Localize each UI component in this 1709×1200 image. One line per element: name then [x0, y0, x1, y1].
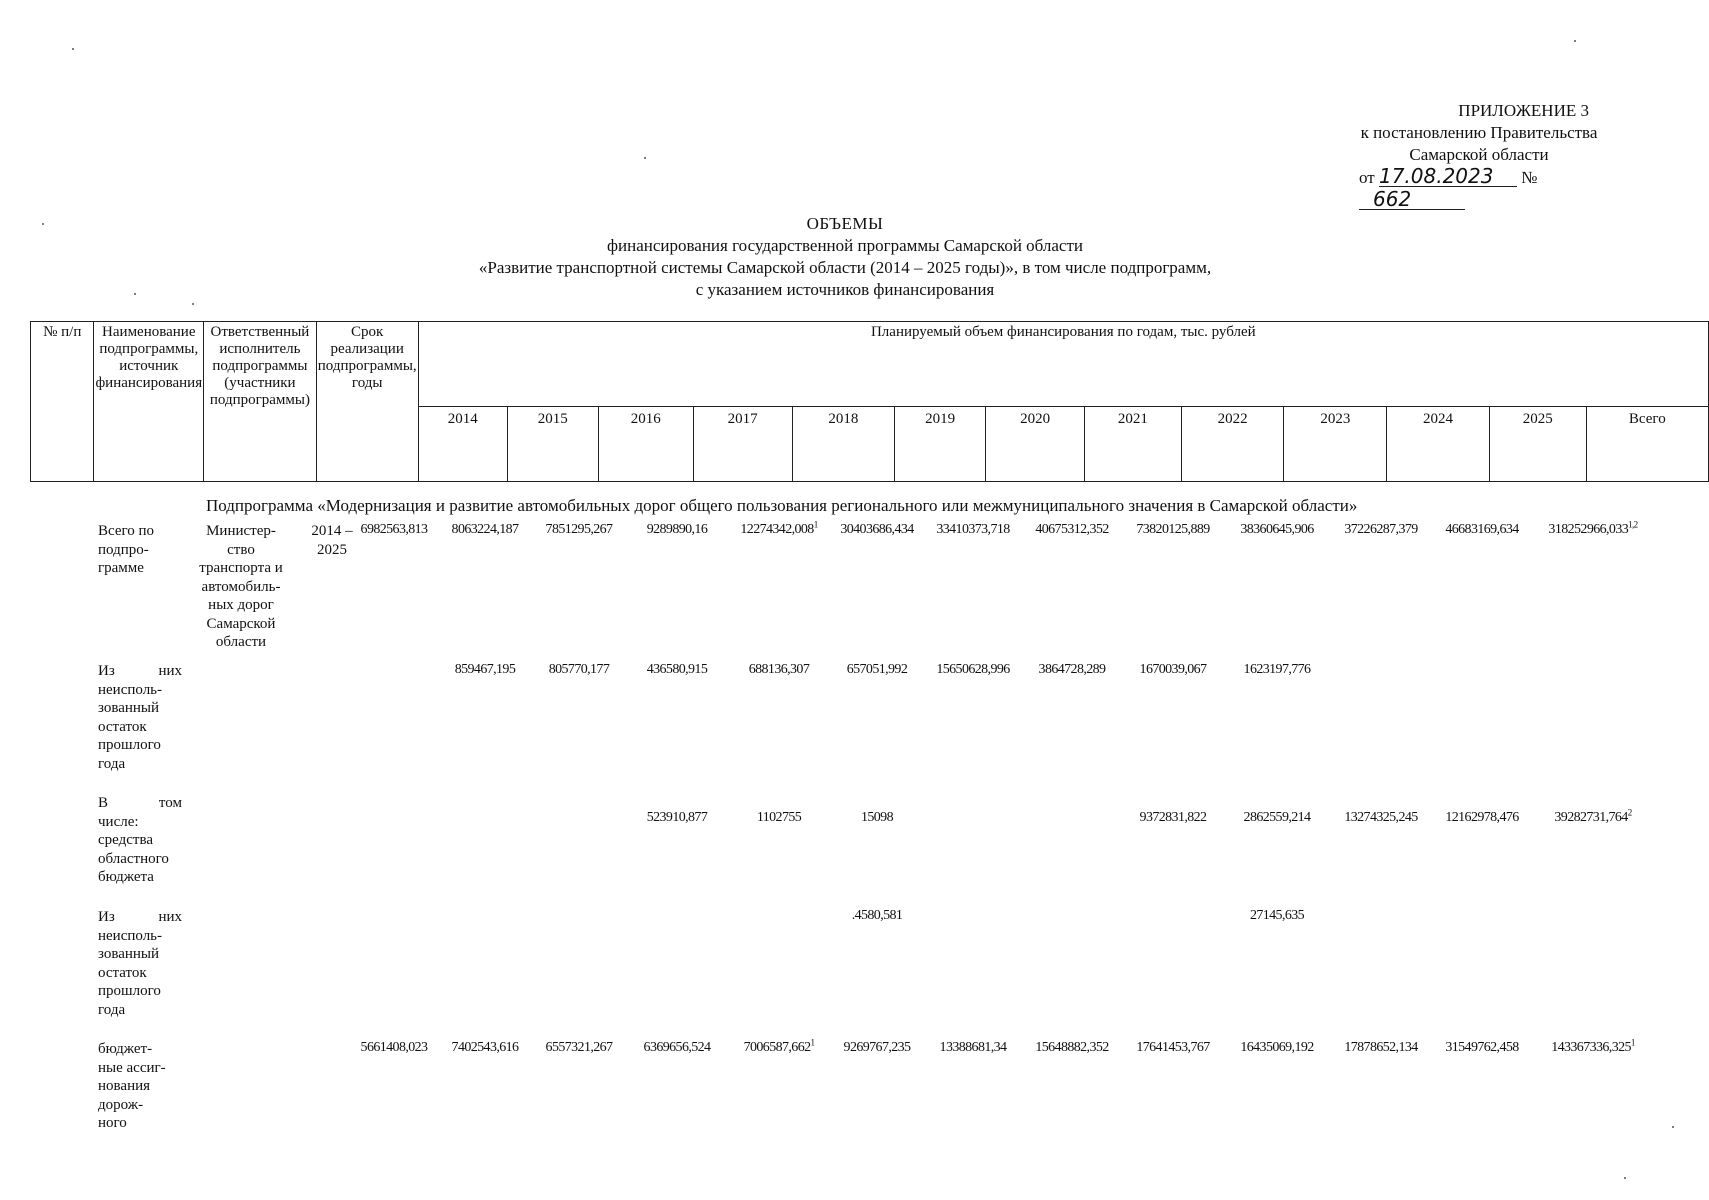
value-text: 30403686,434	[840, 522, 914, 537]
value-text: 9269767,235	[843, 1040, 911, 1055]
value-text: 46683169,634	[1445, 522, 1519, 537]
value-text: 657051,992	[846, 662, 908, 677]
value-cell-2019	[829, 662, 925, 678]
header-year-7: 2021	[1084, 407, 1181, 482]
value-cell-2022	[1119, 810, 1227, 826]
title-line-3: «Развитие транспортной системы Самарской области (2014 – 2025 годы)», в том числе подпрограмм,	[478, 258, 1212, 277]
footnote-mark: 1,2	[1628, 519, 1638, 530]
value-text: 12162978,476	[1445, 810, 1519, 825]
value-text: 15648882,352	[1035, 1040, 1109, 1055]
title-line-2: финансирования государственной программы Самарской области	[606, 236, 1083, 255]
value-text: 9372831,822	[1139, 810, 1207, 825]
appendix-date-line	[1329, 166, 1629, 212]
value-cell-2022	[1119, 522, 1227, 538]
footnote-mark: 2	[1627, 807, 1632, 818]
scan-speck	[1624, 1177, 1626, 1179]
value-text: 15098	[860, 810, 893, 825]
value-text: 5661408,023	[360, 1040, 428, 1055]
footnote-mark: 1	[813, 519, 818, 530]
value-text: 31549762,458	[1445, 1040, 1519, 1055]
value-cell-2024	[1327, 810, 1435, 826]
header-year-5: 2019	[895, 407, 986, 482]
title-line-4: с указанием источников финансирования	[695, 280, 995, 299]
header-year-2: 2016	[598, 407, 693, 482]
header-col-no: № п/п	[31, 322, 94, 482]
value-text: 73820125,889	[1136, 522, 1210, 537]
value-text: 6557321,267	[545, 1040, 613, 1055]
value-text: 33410373,718	[936, 522, 1010, 537]
value-text: 7851295,267	[545, 522, 613, 537]
value-cell-2019	[829, 908, 925, 924]
appendix-block	[1329, 100, 1629, 212]
number-label: №	[1521, 168, 1538, 187]
value-cell-2025	[1431, 522, 1533, 538]
value-text: 8063224,187	[451, 522, 519, 537]
value-cell-2023	[1223, 810, 1331, 826]
value-cell-2023	[1223, 908, 1331, 924]
value-text: 3864728,289	[1038, 662, 1106, 677]
financing-table-header	[30, 321, 1709, 482]
value-cell-2016	[529, 522, 629, 538]
scan-speck	[42, 223, 44, 225]
value-text: 40675312,352	[1035, 522, 1109, 537]
value-cell-2015	[437, 662, 533, 678]
value-cell-2025	[1431, 810, 1533, 826]
scan-speck	[644, 157, 646, 159]
value-text: 1670039,067	[1139, 662, 1207, 677]
value-text: 16435069,192	[1240, 1040, 1314, 1055]
header-col-term: Срок реализации подпрограммы, годы	[316, 322, 418, 482]
value-cell-2023	[1223, 522, 1331, 538]
value-cell-2017	[625, 1040, 729, 1056]
header-col-name: Наименование подпрограммы, источник финансирования	[94, 322, 204, 482]
header-year-1: 2015	[507, 407, 598, 482]
value-cell-2019	[829, 522, 925, 538]
row-label: В том числе: средства областного бюджета	[98, 795, 182, 885]
value-cell-2017	[625, 662, 729, 678]
value-cell-2016	[529, 662, 629, 678]
value-cell-Всего	[1529, 519, 1657, 538]
value-cell-2020	[921, 662, 1025, 678]
value-text: 688136,307	[748, 662, 810, 677]
document-title	[300, 213, 1390, 301]
scan-speck	[134, 293, 136, 295]
value-cell-2021	[1021, 1040, 1123, 1056]
value-cell-2018	[725, 662, 833, 678]
value-text: 17878652,134	[1344, 1040, 1418, 1055]
value-text: 17641453,767	[1136, 1040, 1210, 1055]
header-year-4: 2018	[792, 407, 895, 482]
value-text: 39282731,764	[1554, 810, 1628, 825]
value-text: 7402543,616	[451, 1040, 519, 1055]
row-label: Всего по подпро- грамме	[98, 523, 155, 576]
value-text: 6369656,524	[643, 1040, 711, 1055]
header-year-0: 2014	[418, 407, 507, 482]
header-col-plan: Планируемый объем финансирования по годам, тыс. рублей	[418, 322, 1708, 407]
value-text: 27145,635	[1249, 908, 1305, 923]
value-cell-2021	[1021, 662, 1123, 678]
value-text: 318252966,033	[1548, 522, 1629, 537]
value-text: 7006587,662	[743, 1040, 811, 1055]
value-cell-2020	[921, 1040, 1025, 1056]
value-text: 13388681,34	[939, 1040, 1007, 1055]
row-label: Из них неисполь- зованный остаток прошлого года	[98, 909, 182, 1018]
value-cell-2014	[347, 522, 441, 538]
footnote-mark: 1	[1630, 1037, 1635, 1048]
value-cell-2019	[829, 810, 925, 826]
value-text: 37226287,379	[1344, 522, 1418, 537]
header-year-8: 2022	[1181, 407, 1284, 482]
value-cell-2018	[725, 519, 833, 538]
row-executor: Министер- ство транспорта и автомобиль- ных дорог Самарской области	[199, 523, 283, 650]
header-year-11: 2025	[1489, 407, 1586, 482]
value-cell-2018	[725, 1037, 833, 1056]
value-cell-2024	[1327, 1040, 1435, 1056]
value-text: 9289890,16	[646, 522, 708, 537]
row-label: бюджет- ные ассиг- нования дорож- ного	[98, 1041, 166, 1131]
subprogram-title: Подпрограмма «Модернизация и развитие автомобильных дорог общего пользования регионального или межмуниципального значения в Самарской области»	[206, 496, 1358, 515]
value-text: 805770,177	[548, 662, 610, 677]
value-text: .4580,581	[851, 908, 903, 923]
value-text: 12274342,008	[740, 522, 814, 537]
appendix-title: ПРИЛОЖЕНИЕ 3	[1458, 101, 1589, 120]
value-text: 2862559,214	[1243, 810, 1311, 825]
value-cell-2020	[921, 522, 1025, 538]
value-cell-2022	[1119, 662, 1227, 678]
value-text: 143367336,325	[1551, 1040, 1631, 1055]
value-cell-2015	[437, 1040, 533, 1056]
value-text: 523910,877	[646, 810, 708, 825]
value-cell-2023	[1223, 662, 1331, 678]
value-text: 15650628,996	[936, 662, 1010, 677]
value-cell-2023	[1223, 1040, 1331, 1056]
value-cell-2025	[1431, 1040, 1533, 1056]
appendix-line-3: Самарской области	[1409, 145, 1549, 164]
value-text: 38360645,906	[1240, 522, 1314, 537]
scan-speck	[192, 303, 194, 305]
value-text: 859467,195	[454, 662, 516, 677]
row-label: Из них неисполь- зованный остаток прошлого года	[98, 663, 182, 772]
value-cell-2016	[529, 1040, 629, 1056]
handwritten-date: 17.08.2023	[1379, 166, 1517, 187]
header-year-6: 2020	[986, 407, 1085, 482]
value-cell-2019	[829, 1040, 925, 1056]
value-cell-2024	[1327, 522, 1435, 538]
value-cell-2022	[1119, 1040, 1227, 1056]
header-year-3: 2017	[693, 407, 792, 482]
scan-speck	[1574, 40, 1576, 42]
row-term: 2014 – 2025	[311, 523, 353, 558]
title-line-1: ОБЪЕМЫ	[806, 214, 884, 233]
value-cell-2015	[437, 522, 533, 538]
value-text: 1623197,776	[1243, 662, 1311, 677]
appendix-line-2: к постановлению Правительства	[1360, 123, 1598, 142]
scan-speck	[1672, 1126, 1674, 1128]
value-text: 13274325,245	[1344, 810, 1418, 825]
scan-speck	[72, 48, 74, 50]
value-cell-2017	[625, 522, 729, 538]
header-year-10: 2024	[1387, 407, 1490, 482]
value-text: 6982563,813	[360, 522, 428, 537]
value-cell-Всего	[1529, 1037, 1657, 1056]
value-cell-2017	[625, 810, 729, 826]
footnote-mark: 1	[810, 1037, 815, 1048]
value-text: 1102755	[756, 810, 802, 825]
header-col-executor: Ответственный исполнитель подпрограммы (участники подпрограммы)	[204, 322, 317, 482]
value-text: 436580,915	[646, 662, 708, 677]
value-cell-2014	[347, 1040, 441, 1056]
handwritten-number: 662	[1359, 189, 1465, 210]
value-cell-2018	[725, 810, 833, 826]
from-label: от	[1359, 168, 1375, 187]
header-year-12: Всего	[1586, 407, 1708, 482]
header-year-9: 2023	[1284, 407, 1387, 482]
value-cell-2021	[1021, 522, 1123, 538]
value-cell-Всего	[1529, 807, 1657, 826]
